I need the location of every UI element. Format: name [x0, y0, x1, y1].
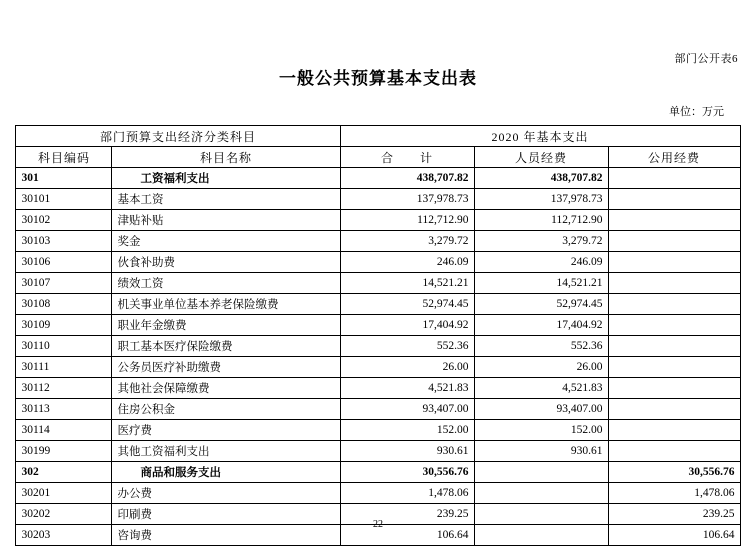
table-row — [16, 252, 740, 273]
table-row — [16, 378, 740, 399]
cell-public — [608, 168, 740, 189]
table-row — [16, 483, 740, 504]
cell-personnel: 137,978.73 — [474, 189, 608, 210]
cell-code: 30202 — [16, 504, 112, 525]
cell-personnel: 552.36 — [474, 336, 608, 357]
cell-public: 1,478.06 — [608, 483, 740, 504]
cell-personnel — [474, 462, 608, 483]
cell-total: 246.09 — [340, 252, 474, 273]
cell-public — [608, 231, 740, 252]
cell-total: 17,404.92 — [340, 315, 474, 336]
cell-name: 基本工资 — [112, 189, 340, 210]
cell-personnel: 438,707.82 — [474, 168, 608, 189]
cell-total: 3,279.72 — [340, 231, 474, 252]
budget-table — [15, 125, 740, 546]
column-header-personnel: 人员经费 — [474, 147, 608, 168]
table-row — [16, 189, 740, 210]
cell-personnel: 3,279.72 — [474, 231, 608, 252]
cell-name: 工资福利支出 — [112, 168, 340, 189]
cell-code: 302 — [16, 462, 112, 483]
table-row — [16, 462, 740, 483]
cell-public: 30,556.76 — [608, 462, 740, 483]
cell-personnel: 93,407.00 — [474, 399, 608, 420]
cell-total: 30,556.76 — [340, 462, 474, 483]
table-row — [16, 231, 740, 252]
cell-personnel: 112,712.90 — [474, 210, 608, 231]
cell-personnel: 52,974.45 — [474, 294, 608, 315]
cell-code: 30111 — [16, 357, 112, 378]
unit-label: 单位：万元 — [669, 106, 724, 118]
table-row — [16, 315, 740, 336]
table-row — [16, 210, 740, 231]
cell-code: 30199 — [16, 441, 112, 462]
cell-public — [608, 378, 740, 399]
cell-code: 30114 — [16, 420, 112, 441]
cell-public — [608, 357, 740, 378]
cell-total: 552.36 — [340, 336, 474, 357]
cell-total: 106.64 — [340, 525, 474, 546]
table-row — [16, 294, 740, 315]
table-row — [16, 273, 740, 294]
cell-total: 137,978.73 — [340, 189, 474, 210]
cell-total: 26.00 — [340, 357, 474, 378]
table-row — [16, 441, 740, 462]
table-row — [16, 168, 740, 189]
cell-name: 商品和服务支出 — [112, 462, 340, 483]
cell-code: 30112 — [16, 378, 112, 399]
table-body — [16, 168, 740, 546]
cell-total: 52,974.45 — [340, 294, 474, 315]
cell-total: 930.61 — [340, 441, 474, 462]
column-header-total: 合 计 — [340, 147, 474, 168]
cell-name: 职工基本医疗保险缴费 — [112, 336, 340, 357]
cell-public — [608, 294, 740, 315]
cell-public — [608, 315, 740, 336]
header-note: 部门公开表6 — [674, 53, 738, 65]
cell-code: 30102 — [16, 210, 112, 231]
cell-code: 30201 — [16, 483, 112, 504]
table-row — [16, 399, 740, 420]
cell-name: 住房公积金 — [112, 399, 340, 420]
cell-code: 30103 — [16, 231, 112, 252]
cell-name: 机关事业单位基本养老保险缴费 — [112, 294, 340, 315]
page-number: 22 — [373, 519, 383, 530]
cell-code: 30107 — [16, 273, 112, 294]
cell-name: 其他工资福利支出 — [112, 441, 340, 462]
cell-code: 30108 — [16, 294, 112, 315]
cell-personnel: 930.61 — [474, 441, 608, 462]
cell-code: 30113 — [16, 399, 112, 420]
cell-personnel — [474, 483, 608, 504]
cell-public — [608, 273, 740, 294]
table-header — [16, 126, 740, 168]
cell-name: 咨询费 — [112, 525, 340, 546]
cell-name: 办公费 — [112, 483, 340, 504]
cell-public — [608, 210, 740, 231]
table-row — [16, 357, 740, 378]
cell-total: 4,521.83 — [340, 378, 474, 399]
cell-code: 301 — [16, 168, 112, 189]
group-header-economic-class: 部门预算支出经济分类科目 — [16, 126, 340, 147]
cell-public — [608, 189, 740, 210]
cell-personnel: 152.00 — [474, 420, 608, 441]
cell-name: 津贴补贴 — [112, 210, 340, 231]
cell-public — [608, 336, 740, 357]
cell-name: 伙食补助费 — [112, 252, 340, 273]
table-row — [16, 336, 740, 357]
cell-code: 30110 — [16, 336, 112, 357]
cell-total: 438,707.82 — [340, 168, 474, 189]
cell-public — [608, 441, 740, 462]
cell-public — [608, 252, 740, 273]
cell-public: 106.64 — [608, 525, 740, 546]
cell-name: 其他社会保障缴费 — [112, 378, 340, 399]
cell-name: 印刷费 — [112, 504, 340, 525]
cell-personnel: 26.00 — [474, 357, 608, 378]
cell-total: 239.25 — [340, 504, 474, 525]
column-header-code: 科目编码 — [16, 147, 112, 168]
cell-total: 1,478.06 — [340, 483, 474, 504]
cell-total: 14,521.21 — [340, 273, 474, 294]
cell-name: 公务员医疗补助缴费 — [112, 357, 340, 378]
cell-code: 30106 — [16, 252, 112, 273]
cell-code: 30101 — [16, 189, 112, 210]
cell-code: 30203 — [16, 525, 112, 546]
table-column-header-row — [16, 147, 740, 168]
group-header-basic-expenditure: 2020 年基本支出 — [340, 126, 740, 147]
page-title: 一般公共预算基本支出表 — [279, 69, 477, 88]
cell-name: 绩效工资 — [112, 273, 340, 294]
column-header-public: 公用经费 — [608, 147, 740, 168]
cell-name: 医疗费 — [112, 420, 340, 441]
column-header-name: 科目名称 — [112, 147, 340, 168]
cell-code: 30109 — [16, 315, 112, 336]
cell-name: 职业年金缴费 — [112, 315, 340, 336]
cell-personnel: 17,404.92 — [474, 315, 608, 336]
cell-public: 239.25 — [608, 504, 740, 525]
table-group-header-row — [16, 126, 740, 147]
cell-total: 112,712.90 — [340, 210, 474, 231]
cell-personnel: 246.09 — [474, 252, 608, 273]
cell-name: 奖金 — [112, 231, 340, 252]
cell-total: 93,407.00 — [340, 399, 474, 420]
table-row — [16, 420, 740, 441]
cell-personnel: 14,521.21 — [474, 273, 608, 294]
cell-personnel: 4,521.83 — [474, 378, 608, 399]
cell-public — [608, 399, 740, 420]
cell-total: 152.00 — [340, 420, 474, 441]
cell-public — [608, 420, 740, 441]
